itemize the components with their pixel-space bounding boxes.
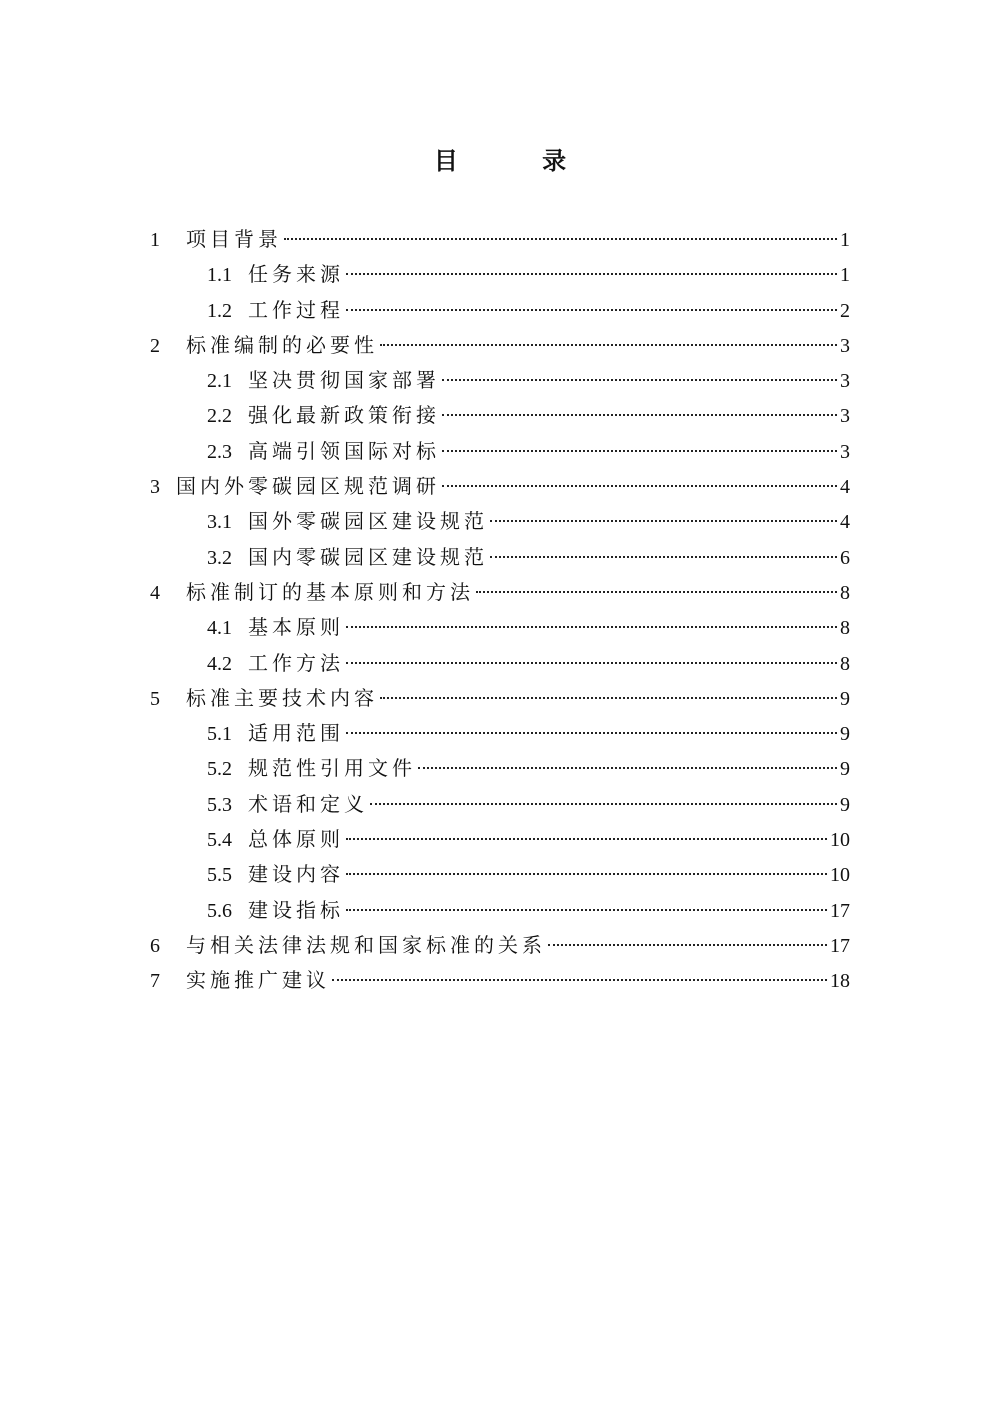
- toc-entry-number: 5.3: [207, 793, 232, 816]
- toc-entry[interactable]: [150, 963, 850, 998]
- toc-entry-number: 2.2: [207, 405, 232, 428]
- toc-entry-label: 高端引领国际对标: [248, 438, 440, 463]
- toc-entry[interactable]: [150, 857, 850, 892]
- toc-entry-number: 5.5: [207, 864, 232, 887]
- toc-entry-label: 与相关法律法规和国家标准的关系: [186, 932, 546, 957]
- toc-entry[interactable]: [150, 434, 850, 469]
- toc-entry[interactable]: [150, 893, 850, 928]
- toc-entry[interactable]: [150, 328, 850, 363]
- toc-entry-label: 标准制订的基本原则和方法: [186, 579, 474, 604]
- toc-entry-number: 2: [150, 334, 160, 357]
- toc-entry-label: 建设内容: [248, 862, 344, 887]
- toc-page-number: 9: [840, 758, 850, 781]
- toc-page-number: 1: [840, 229, 850, 251]
- toc-entry-number: 4.1: [207, 617, 232, 640]
- toc-entry-label: 工作过程: [248, 297, 344, 322]
- toc-entry-number: 5.4: [207, 829, 232, 852]
- toc-dot-leader: [490, 556, 837, 558]
- toc-dot-leader: [346, 873, 827, 875]
- toc-entry[interactable]: [150, 751, 850, 786]
- toc-entry-number: 7: [150, 970, 160, 993]
- toc-entry-label: 国内外零碳园区规范调研: [176, 474, 440, 499]
- toc-dot-leader: [346, 626, 837, 628]
- toc-entry-number: 5: [150, 687, 160, 710]
- toc-dot-leader: [442, 414, 837, 416]
- toc-entry[interactable]: [150, 681, 850, 716]
- toc-entry-number: 1.1: [207, 264, 232, 287]
- toc-entry-number: 5.2: [207, 758, 232, 781]
- table-of-contents: [150, 222, 850, 999]
- toc-page-number: 9: [840, 723, 850, 746]
- toc-page-number: 9: [840, 687, 850, 710]
- toc-page-number: 8: [840, 617, 850, 640]
- toc-entry-number: 5.1: [207, 723, 232, 746]
- toc-entry[interactable]: [150, 398, 850, 433]
- toc-dot-leader: [370, 803, 837, 805]
- toc-entry-label: 建设指标: [248, 897, 344, 922]
- toc-entry[interactable]: [150, 646, 850, 681]
- toc-page-number: 2: [840, 299, 850, 322]
- toc-dot-leader: [346, 838, 827, 840]
- toc-dot-leader: [380, 697, 837, 699]
- toc-page-number: 4: [840, 476, 850, 499]
- toc-entry[interactable]: [150, 787, 850, 822]
- toc-dot-leader: [332, 979, 827, 981]
- toc-page-number: 3: [840, 370, 850, 393]
- toc-entry[interactable]: [150, 610, 850, 645]
- toc-dot-leader: [346, 909, 827, 911]
- toc-page-number: 3: [840, 440, 850, 463]
- toc-entry-label: 适用范围: [248, 721, 344, 746]
- toc-entry-label: 工作方法: [248, 650, 344, 675]
- toc-dot-leader: [476, 591, 837, 593]
- toc-entry-label: 基本原则: [248, 615, 344, 640]
- toc-entry-label: 任务来源: [248, 262, 344, 287]
- toc-entry-label: 实施推广建议: [186, 968, 330, 993]
- toc-entry[interactable]: [150, 928, 850, 963]
- toc-dot-leader: [442, 379, 837, 381]
- toc-entry[interactable]: [150, 363, 850, 398]
- toc-page-number: 8: [840, 652, 850, 675]
- toc-entry-number: 1: [150, 229, 160, 251]
- toc-page-number: 10: [830, 829, 850, 852]
- toc-entry-label: 坚决贯彻国家部署: [248, 368, 440, 393]
- toc-page-number: 3: [840, 405, 850, 428]
- toc-entry[interactable]: [150, 822, 850, 857]
- toc-entry-number: 3.2: [207, 546, 232, 569]
- toc-page-number: 3: [840, 334, 850, 357]
- toc-entry-number: 2.3: [207, 440, 232, 463]
- toc-dot-leader: [346, 309, 837, 311]
- toc-page-number: 17: [830, 934, 850, 957]
- toc-entry-label: 规范性引用文件: [248, 756, 416, 781]
- toc-page-number: 6: [840, 546, 850, 569]
- toc-entry-number: 3: [150, 476, 160, 499]
- toc-page-number: 10: [830, 864, 850, 887]
- toc-dot-leader: [548, 944, 827, 946]
- page-title: 目 录: [433, 147, 605, 175]
- toc-page-number: 1: [840, 264, 850, 287]
- toc-entry[interactable]: [150, 540, 850, 575]
- toc-dot-leader: [346, 662, 837, 664]
- toc-dot-leader: [346, 273, 837, 275]
- toc-page-number: 18: [830, 970, 850, 993]
- toc-dot-leader: [442, 485, 837, 487]
- toc-entry[interactable]: [150, 469, 850, 504]
- toc-entry-label: 项目背景: [186, 227, 282, 251]
- toc-entry-label: 国内零碳园区建设规范: [248, 544, 488, 569]
- toc-entry-number: 4: [150, 581, 160, 604]
- toc-entry-label: 总体原则: [248, 827, 344, 852]
- toc-entry[interactable]: [150, 257, 850, 292]
- toc-entry[interactable]: [150, 504, 850, 539]
- toc-dot-leader: [490, 520, 837, 522]
- toc-entry-label: 术语和定义: [248, 791, 368, 816]
- toc-entry[interactable]: [150, 293, 850, 328]
- toc-dot-leader: [380, 344, 837, 346]
- toc-dot-leader: [418, 767, 837, 769]
- toc-entry-number: 6: [150, 934, 160, 957]
- toc-page-number: 4: [840, 511, 850, 534]
- toc-entry[interactable]: [150, 575, 850, 610]
- toc-page-number: 17: [830, 899, 850, 922]
- toc-entry-number: 2.1: [207, 370, 232, 393]
- toc-entry[interactable]: [150, 716, 850, 751]
- toc-dot-leader: [346, 732, 837, 734]
- toc-page-number: 9: [840, 793, 850, 816]
- toc-entry-number: 1.2: [207, 299, 232, 322]
- toc-entry-label: 强化最新政策衔接: [248, 403, 440, 428]
- toc-entry-label: 国外零碳园区建设规范: [248, 509, 488, 534]
- toc-entry-number: 4.2: [207, 652, 232, 675]
- toc-entry-number: 3.1: [207, 511, 232, 534]
- toc-dot-leader: [442, 450, 837, 452]
- toc-entry-label: 标准主要技术内容: [186, 685, 378, 710]
- toc-dot-leader: [284, 238, 837, 240]
- toc-page-number: 8: [840, 581, 850, 604]
- toc-entry-number: 5.6: [207, 899, 232, 922]
- toc-entry[interactable]: [150, 222, 850, 257]
- toc-entry-label: 标准编制的必要性: [186, 332, 378, 357]
